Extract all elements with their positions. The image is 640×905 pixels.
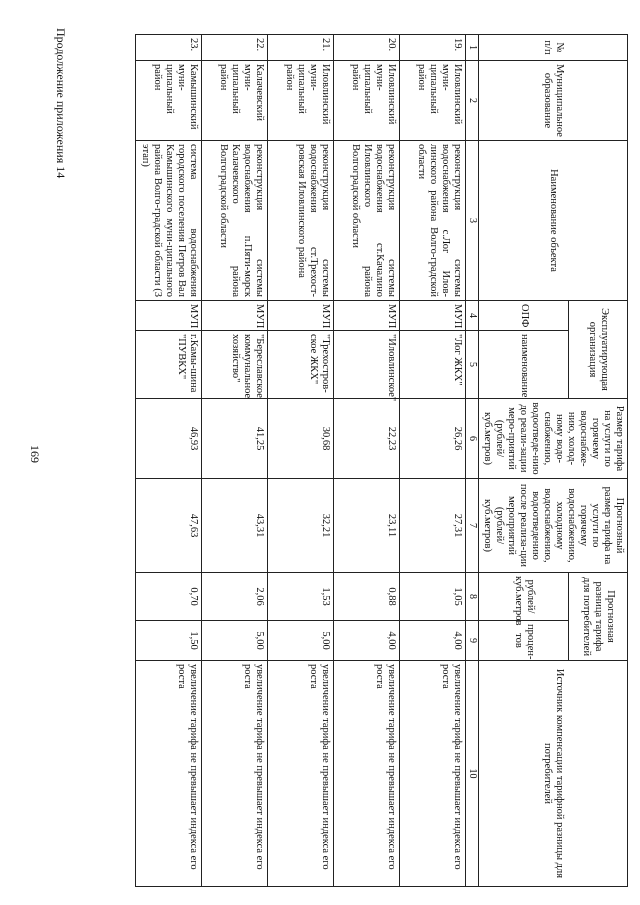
- row-tariff-before: 30,68: [268, 399, 334, 479]
- row-municipality: Иловлинский муни-ципальный район: [268, 61, 334, 141]
- row-tariff-after: 43,31: [202, 479, 268, 573]
- table-row: [334, 35, 400, 887]
- row-operator-name: "Лог ЖКХ": [400, 331, 466, 399]
- row-diff-pct: 5,00: [202, 621, 268, 661]
- row-diff-pct: 4,00: [334, 621, 400, 661]
- row-tariff-after: 47,63: [136, 479, 202, 573]
- row-num: 19.: [400, 35, 466, 61]
- header-num: № п/п: [479, 35, 628, 61]
- row-diff-pct: 1,50: [136, 621, 202, 661]
- header-diff-group: Прогнозная разница тарифа для потребителей: [569, 573, 628, 661]
- header-tariff-after: Прогнозный размер тарифа на услуги по горячему водоснабжению, холодному водоснабжению, водоотведению после реализа-ции мероприятий (рублей/ куб.метров): [479, 479, 628, 573]
- header-source: Источник компенсации тарифной разницы для потребителей: [479, 661, 628, 887]
- row-object: реконструкция системы водоснабжения ст.Трехост-ровская Иловлинского района: [268, 141, 334, 301]
- table-row: [136, 35, 202, 887]
- column-index: 7: [466, 479, 479, 573]
- row-opf: МУП: [202, 301, 268, 331]
- row-diff-pct: 5,00: [268, 621, 334, 661]
- tariff-table: [135, 34, 628, 887]
- row-municipality: Иловлинский муни-ципальный район: [400, 61, 466, 141]
- header-municipality: Муниципальное образование: [479, 61, 628, 141]
- row-diff-pct: 4,00: [400, 621, 466, 661]
- page-number: 169: [28, 445, 42, 463]
- row-num: 22.: [202, 35, 268, 61]
- column-index: 4: [466, 301, 479, 331]
- column-index: 10: [466, 661, 479, 887]
- row-source: увеличение тарифа не превышает индекса его роста: [136, 661, 202, 887]
- table-row: [400, 35, 466, 887]
- header-operator: Эксплуатирующая организация: [569, 301, 628, 399]
- row-municipality: Калачевский муни-ципальный район: [202, 61, 268, 141]
- column-index: 9: [466, 621, 479, 661]
- row-opf: МУП: [268, 301, 334, 331]
- column-index: 2: [466, 61, 479, 141]
- row-tariff-before: 22,23: [334, 399, 400, 479]
- row-source: увеличение тарифа не превышает индекса его роста: [202, 661, 268, 887]
- row-diff-rub: 1,05: [400, 573, 466, 621]
- row-object: реконструкция системы водоснабжения с.Лог Илов-линского района Волго-градской области: [400, 141, 466, 301]
- header-diff-rub: рублей/ куб.метров: [479, 573, 569, 621]
- row-operator-name: "Иловлинское": [334, 331, 400, 399]
- row-object: реконструкция системы водоснабжения п.Пяти-морск Калачевского района Волгоградской области: [202, 141, 268, 301]
- row-tariff-before: 41,25: [202, 399, 268, 479]
- header-object: Наименование объекта: [479, 141, 628, 301]
- row-operator-name: "Береславское коммунальное хозяйство": [202, 331, 268, 399]
- row-municipality: Камышинский муни-ципальный район: [136, 61, 202, 141]
- row-diff-rub: 2,06: [202, 573, 268, 621]
- column-index: 8: [466, 573, 479, 621]
- row-tariff-after: 32,21: [268, 479, 334, 573]
- row-operator-name: г.Камы-шина "ПУВКХ": [136, 331, 202, 399]
- row-source: увеличение тарифа не превышает индекса его роста: [400, 661, 466, 887]
- row-opf: МУП: [136, 301, 202, 331]
- row-operator-name: "Трехостров-ское ЖКХ": [268, 331, 334, 399]
- row-opf: МУП: [334, 301, 400, 331]
- row-diff-rub: 0,70: [136, 573, 202, 621]
- rotated-page: [68, 34, 628, 886]
- row-num: 23.: [136, 35, 202, 61]
- row-opf: МУП: [400, 301, 466, 331]
- column-index: 1: [466, 35, 479, 61]
- row-tariff-before: 46,93: [136, 399, 202, 479]
- row-tariff-after: 27,31: [400, 479, 466, 573]
- row-object: система водоснабжения городского поселения Петров Вал Камышинского муни-ципального района Волго-градской области (3 этап): [136, 141, 202, 301]
- header-opf: ОПФ: [479, 301, 569, 331]
- row-num: 20.: [334, 35, 400, 61]
- table-row: [268, 35, 334, 887]
- row-num: 21.: [268, 35, 334, 61]
- header-diff-pct: процен-тов: [479, 621, 569, 661]
- column-index-row: [466, 35, 479, 887]
- continuation-label: Продолжение приложения 14: [54, 28, 68, 179]
- row-source: увеличение тарифа не превышает индекса его роста: [334, 661, 400, 887]
- header-tariff-before: Размер тарифа на услуги по горячему водоснабже-нию, холод-ному водо-снабжению, водоотведе-нию до реали-зации меро-приятий (рублей/ куб.метров): [479, 399, 628, 479]
- table-row: [202, 35, 268, 887]
- header-op-name: наименование: [479, 331, 569, 399]
- row-object: реконструкция системы водоснабжения ст.Качалино Иловлинского района Волгоградской области: [334, 141, 400, 301]
- row-source: увеличение тарифа не превышает индекса его роста: [268, 661, 334, 887]
- column-index: 5: [466, 331, 479, 399]
- row-tariff-after: 23,11: [334, 479, 400, 573]
- column-index: 6: [466, 399, 479, 479]
- row-tariff-before: 26,26: [400, 399, 466, 479]
- row-diff-rub: 1,53: [268, 573, 334, 621]
- column-index: 3: [466, 141, 479, 301]
- row-municipality: Иловлинский муни-ципальный район: [334, 61, 400, 141]
- row-diff-rub: 0,88: [334, 573, 400, 621]
